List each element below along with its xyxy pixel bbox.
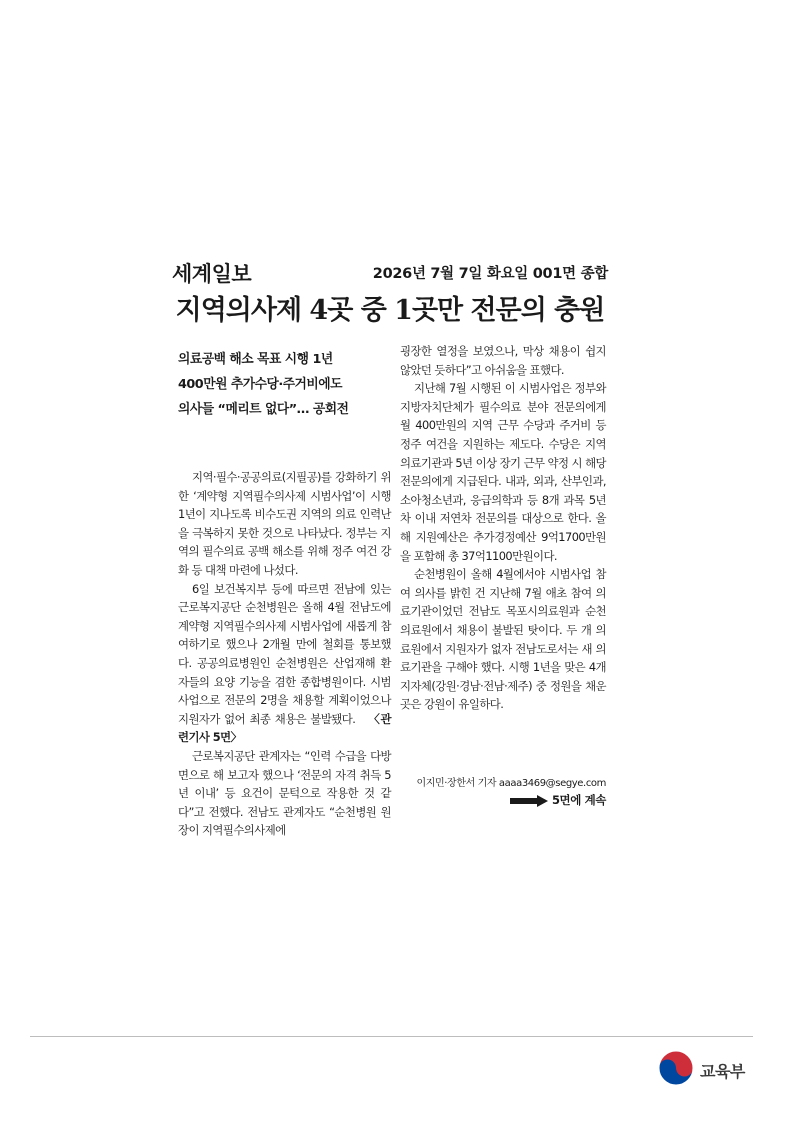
subhead-line: 의사들 “메리트 없다”… 공회전	[178, 402, 349, 417]
continued-label: 5면에 계속	[551, 793, 606, 807]
subhead-line: 의료공백 해소 목표 시행 1년	[178, 352, 333, 367]
article-paragraph: 지난해 7월 시행된 이 시범사업은 정부와 지방자치단체가 필수의료 분야 전문의에게 월 400만원의 지역 근무 수당과 주거비 등 정주 여건을 지원하는 제도다. 수당은 지역 의료기관과 5년 이상 장기 근무 약정 시 해당 전문의에게 지급된다. 내과, 외과, 산부인과, 소아청소년과, 응급의학과 등 8개 과목 5년 차 이내 저연차 전문의를 대상으로 한다. 올해 지원예산은 추가경정예산 9억1700만원을 포함해 총 37억1100만원이다.	[400, 381, 606, 563]
paragraph-text: 6일 보건복지부 등에 따르면 전남에 있는 근로복지공단 순천병원은 올해 4월 전남도에 계약형 지역필수의사제 시범사업에 새롭게 참여하기로 했으나 2개월 만에 철회를 통보했다. 공공의료병원인 순천병원은 산업재해 환자들의 요양 기능을 겸한 종합병원이다. 시범사업으로 전문의 2명을 채용할 계획이었으나 지원자가 없어 최종 채용은 불발됐다.	[178, 581, 391, 726]
article-column-left	[178, 468, 391, 840]
article-column-right	[400, 342, 606, 714]
article-paragraph: 순천병원이 올해 4월에서야 시범사업 참여 의사를 밝힌 건 지난해 7월 애초 참여 의료기관이었던 전남도 목포시의료원과 순천의료원에서 채용이 불발된 탓이다. 두 개 의료원에서 지원자가 없자 전남도로서는 새 의료기관을 구해야 했다. 시행 1년을 맞은 4개 지자체(강원·경남·전남·제주) 중 정원을 채운 곳은 강원이 유일하다.	[400, 567, 606, 712]
subheadline	[178, 347, 391, 422]
ministry-name: 교육부	[700, 1062, 745, 1081]
footer-divider	[30, 1036, 753, 1037]
right-arrow-icon	[510, 795, 548, 807]
headline: 지역의사제 4곳 중 1곳만 전문의 충원	[175, 295, 605, 326]
article-paragraph	[178, 580, 391, 747]
taegeuk-logo-icon	[658, 1050, 694, 1086]
newspaper-name: 세계일보	[172, 262, 252, 286]
related-article-ref[interactable]: 〈관련기사 5면〉	[178, 711, 392, 745]
article-paragraph: 굉장한 열정을 보였으나, 막상 채용이 쉽지 않았던 듯하다”고 아쉬움을 표했다.	[400, 344, 606, 377]
byline: 이지민·장한서 기자 aaaa3469@segye.com	[416, 778, 606, 789]
ministry-logo	[658, 1050, 758, 1086]
article-paragraph: 근로복지공단 관계자는 “인력 수급을 다방면으로 해 보고자 했으나 ‘전문의 자격 취득 5년 이내’ 등 요건이 문턱으로 작용한 것 같다”고 전했다. 전남도 관계자도 “순천병원 원장이 지역필수의사제에	[178, 748, 391, 838]
subhead-line: 400만원 추가수당·주거비에도	[178, 377, 343, 392]
continued-on-page[interactable]	[400, 792, 606, 808]
masthead	[172, 258, 608, 286]
edition-info: 2026년 7월 7일 화요일 001면 종합	[372, 266, 608, 282]
article-paragraph: 지역·필수·공공의료(지필공)를 강화하기 위한 ‘계약형 지역필수의사제 시범사업’이 시행 1년이 지나도록 비수도권 지역의 의료 인력난을 극복하지 못한 것으로 나타났다. 정부는 지역의 필수의료 공백 해소를 위해 정주 여건 강화 등 대책 마련에 나섰다.	[178, 470, 391, 577]
